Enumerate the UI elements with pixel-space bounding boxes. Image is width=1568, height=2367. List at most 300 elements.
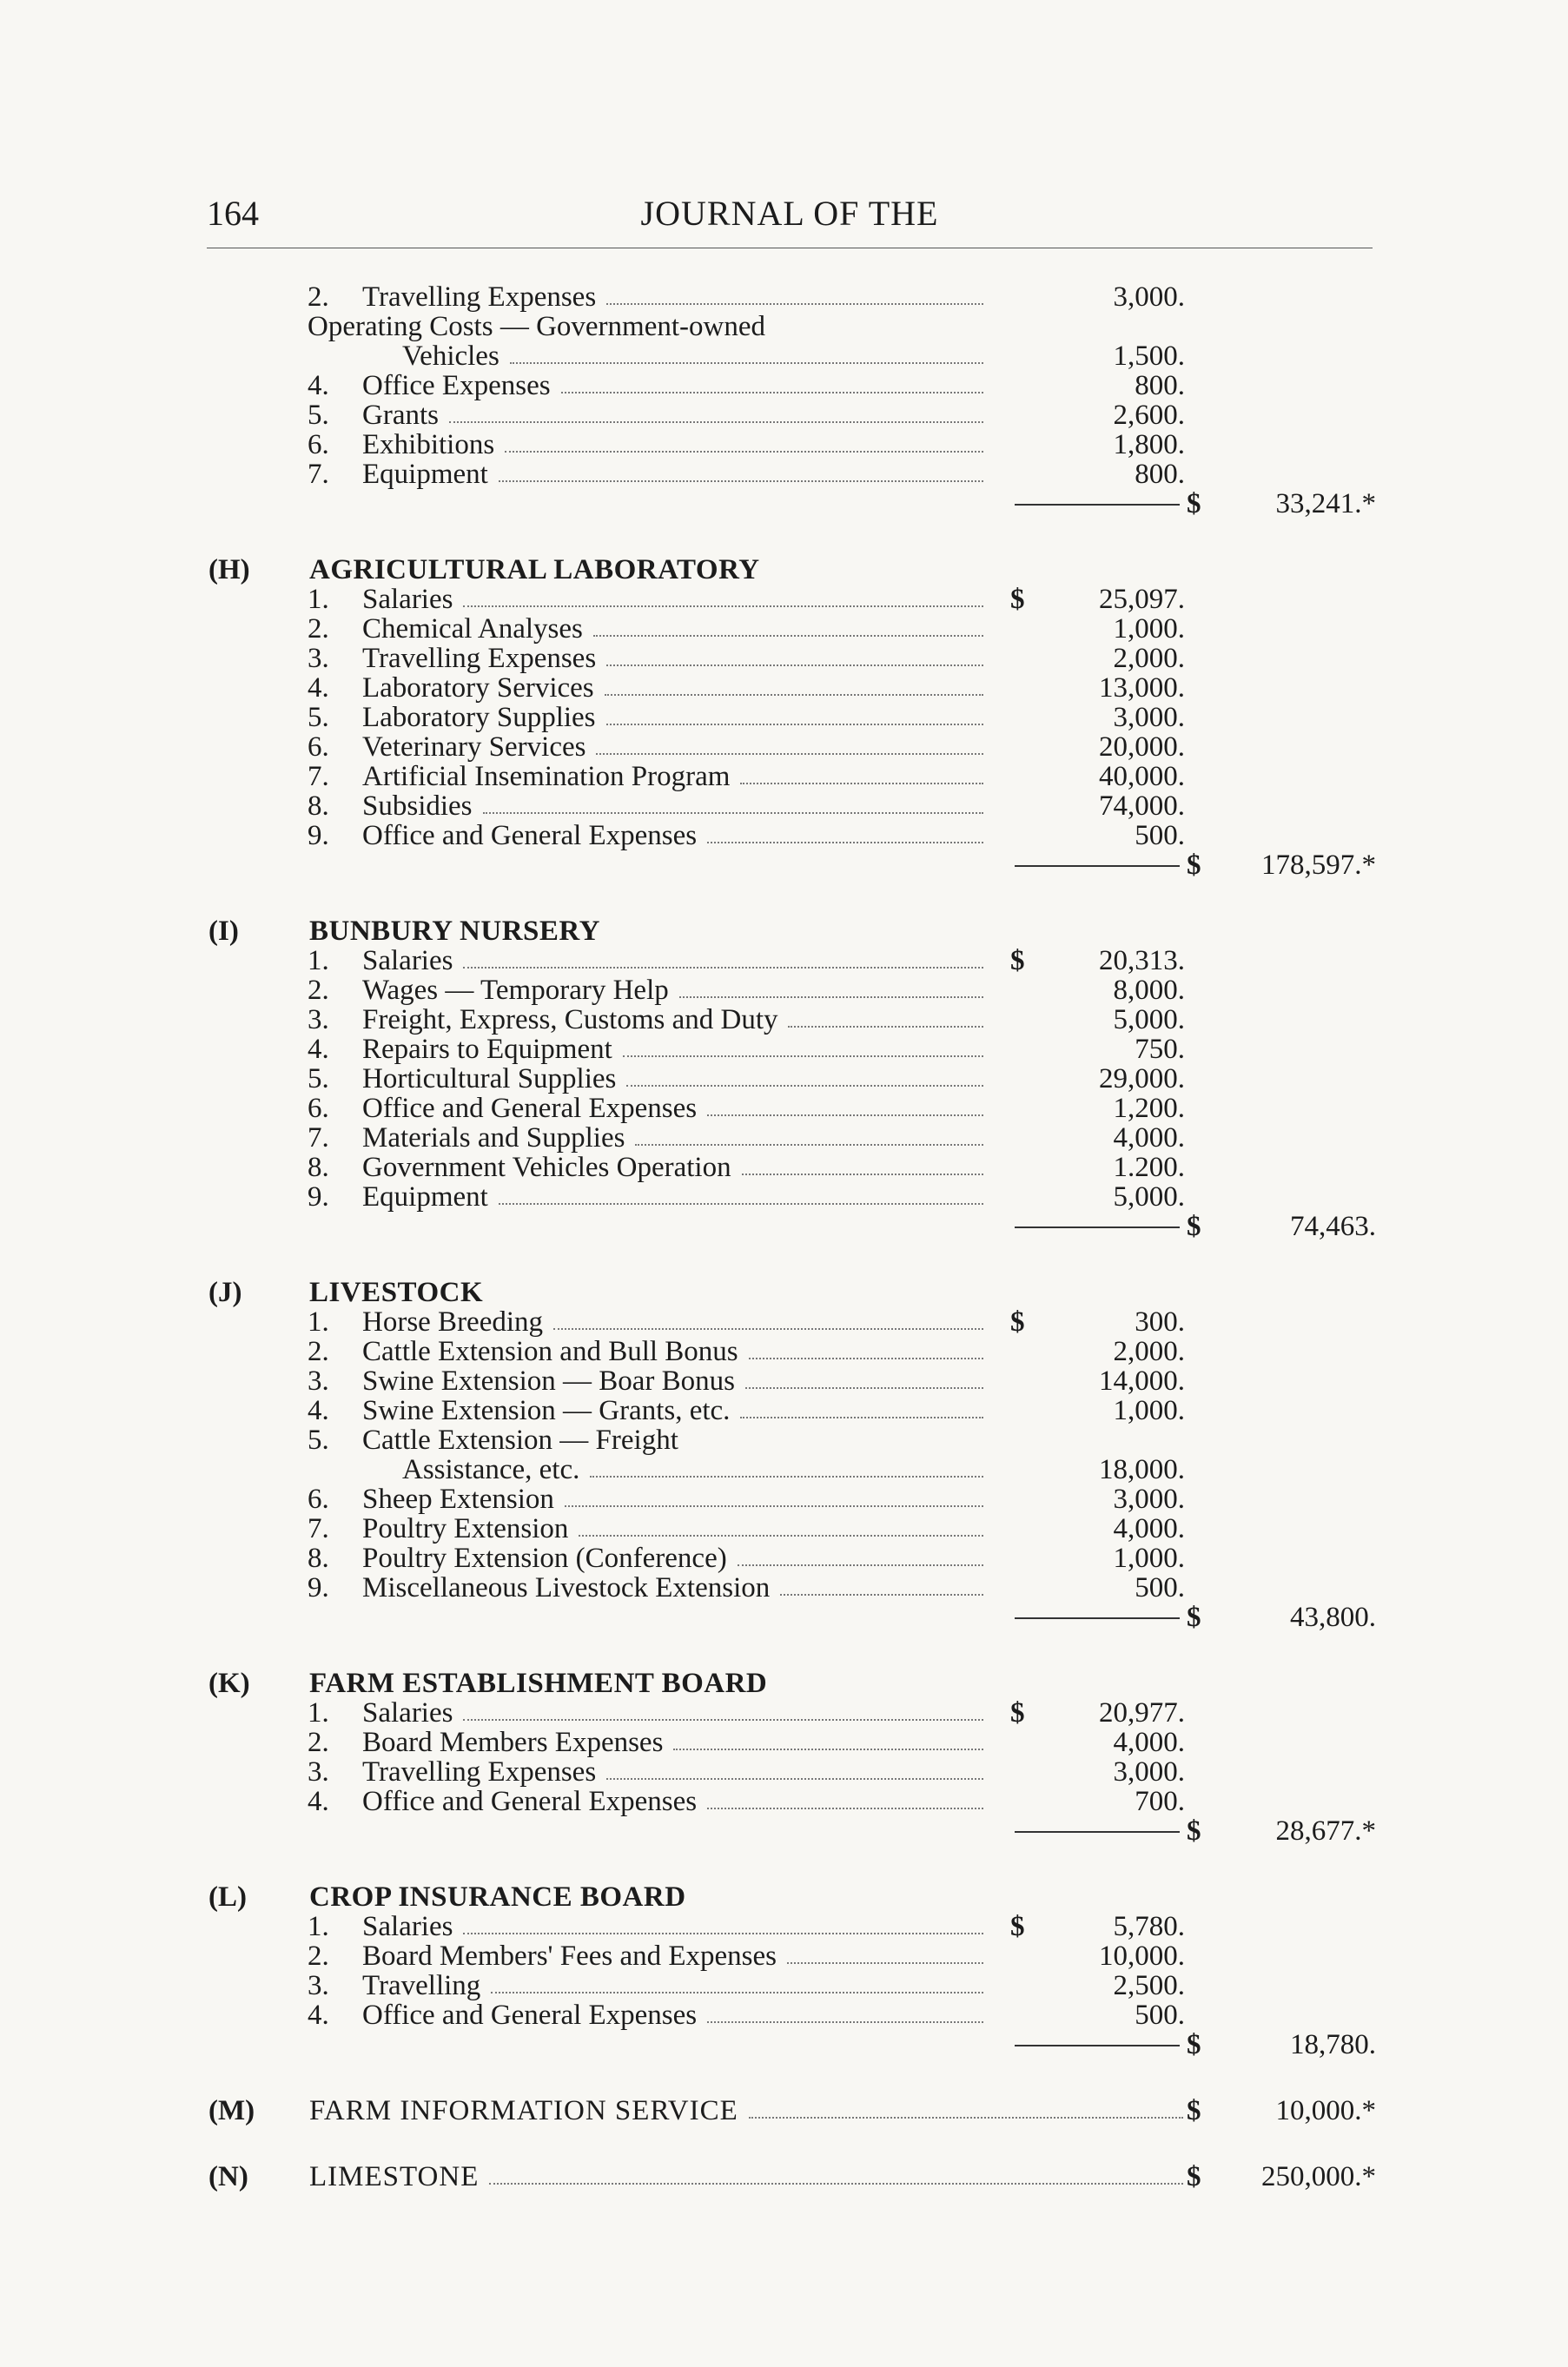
section-heading-row (0, 555, 1568, 585)
line-item (0, 341, 1568, 371)
section-heading: FARM ESTABLISHMENT BOARD (309, 1668, 768, 1699)
line-item-label (308, 1182, 488, 1212)
line-item-number: 9. (308, 1572, 329, 1603)
line-item (0, 1153, 1568, 1182)
line-item-number: 7. (308, 1513, 329, 1544)
line-item-number: 7. (308, 761, 329, 792)
line-item-number: 9. (308, 1181, 329, 1213)
line-item-text: Swine Extension — Grants, etc. (362, 1395, 731, 1426)
section-gap (0, 2060, 1568, 2096)
dot-leader (740, 1417, 983, 1418)
dot-leader (499, 1203, 983, 1205)
dot-leader (483, 812, 983, 814)
item-amount: 3,000. (1113, 1484, 1185, 1515)
dot-leader (788, 1026, 983, 1028)
line-item-number: 2. (308, 1727, 329, 1758)
dot-leader (499, 480, 983, 482)
line-item-text: Office and General Expenses (362, 1093, 698, 1124)
section-letter: (K) (208, 1668, 250, 1699)
line-item-text: Artificial Insemination Program (362, 761, 731, 792)
line-item-number: 7. (308, 459, 329, 490)
line-item-text: Swine Extension — Boar Bonus (362, 1365, 735, 1397)
line-item-label (308, 946, 453, 975)
line-item (0, 1573, 1568, 1603)
dot-leader (449, 421, 983, 423)
line-item (0, 1484, 1568, 1514)
line-item-text: Operating Costs — Government-owned (308, 311, 765, 342)
dot-leader (707, 1808, 983, 1809)
line-item-text: Sheep Extension (362, 1484, 554, 1515)
line-item-text: Salaries (362, 1911, 453, 1942)
total-dollar-sign: $ (1187, 1211, 1201, 1242)
line-item (0, 703, 1568, 732)
line-item-text: Travelling Expenses (362, 643, 597, 674)
line-item (0, 1094, 1568, 1123)
subtotal-rule (1015, 1617, 1180, 1619)
line-item-number: 6. (308, 731, 329, 763)
section-heading-row (0, 1882, 1568, 1912)
item-amount: 3,000. (1113, 702, 1185, 733)
line-item-text: Cattle Extension and Bull Bonus (362, 1336, 738, 1367)
item-amount: 18,000. (1099, 1454, 1185, 1485)
section-heading-row (0, 916, 1568, 946)
line-item-label (308, 673, 594, 703)
item-amount: 1,200. (1113, 1093, 1185, 1124)
subtotal-rule (1015, 1831, 1180, 1833)
dot-leader (749, 1358, 983, 1359)
total-dollar-sign: $ (1187, 2161, 1201, 2192)
line-item (0, 1396, 1568, 1425)
dot-leader (596, 753, 983, 755)
dot-leader (679, 996, 983, 998)
line-item-text: Laboratory Supplies (362, 702, 596, 733)
subtotal-rule (1015, 504, 1180, 506)
line-item-label (308, 1425, 678, 1455)
section-heading: CROP INSURANCE BOARD (309, 1881, 686, 1913)
page-number: 164 (207, 194, 259, 233)
line-item-number: 1. (308, 1697, 329, 1729)
line-item-text: Wages — Temporary Help (362, 975, 669, 1006)
section-total: 178,597.* (1261, 850, 1376, 881)
line-item-text: Salaries (362, 1697, 453, 1729)
line-item-label (308, 1153, 731, 1182)
dot-leader (738, 1564, 983, 1566)
line-item-number (308, 1455, 362, 1484)
line-item (0, 1366, 1568, 1396)
line-item-label (308, 1455, 579, 1484)
line-item (0, 2000, 1568, 2030)
section-total-row (0, 1603, 1568, 1632)
item-amount: 1.200. (1113, 1152, 1185, 1183)
line-item-text: Chemical Analyses (362, 613, 583, 645)
line-item-number (308, 341, 362, 371)
line-item-text: Laboratory Services (362, 672, 594, 704)
dot-leader (505, 451, 983, 453)
total-dollar-sign: $ (1187, 850, 1201, 881)
item-amount: 500. (1135, 820, 1185, 851)
section-total-row (0, 1816, 1568, 1846)
line-item-label (308, 400, 439, 430)
item-amount: 1,000. (1113, 1543, 1185, 1574)
item-amount: 500. (1135, 2000, 1185, 2031)
line-item-number: 5. (308, 1063, 329, 1094)
total-dollar-sign: $ (1187, 1602, 1201, 1633)
line-item (0, 946, 1568, 975)
line-item (0, 1123, 1568, 1153)
dot-leader (491, 1992, 983, 1993)
dot-leader (489, 2183, 1183, 2185)
line-item-number: 4. (308, 370, 329, 401)
line-item-text: Equipment (362, 459, 488, 490)
section-letter: (M) (208, 2095, 255, 2126)
line-item-text: Board Members Expenses (362, 1727, 664, 1758)
line-item (0, 975, 1568, 1005)
line-item-text: Vehicles (402, 341, 500, 372)
line-item-label (308, 1366, 735, 1396)
line-item-number: 2. (308, 1941, 329, 1972)
item-amount: 4,000. (1113, 1513, 1185, 1544)
line-item-text: Exhibitions (362, 429, 495, 460)
line-item-label (308, 1941, 777, 1971)
line-item-label (308, 312, 765, 341)
dot-leader (565, 1505, 983, 1507)
line-item-text: Repairs to Equipment (362, 1034, 612, 1065)
dollar-sign: $ (1010, 584, 1025, 615)
line-item-label (308, 2000, 697, 2030)
line-item-text: Cattle Extension — Freight (362, 1425, 678, 1456)
line-item (0, 791, 1568, 821)
line-item-text: Grants (362, 400, 439, 431)
section-letter: (L) (208, 1881, 247, 1913)
line-item-label (308, 1337, 738, 1366)
line-item-text: Travelling Expenses (362, 1756, 597, 1788)
total-dollar-sign: $ (1187, 2029, 1201, 2060)
item-amount: 5,000. (1113, 1181, 1185, 1213)
line-item-text: Poultry Extension (362, 1513, 569, 1544)
item-amount: 14,000. (1099, 1365, 1185, 1397)
dollar-sign: $ (1010, 1911, 1025, 1942)
line-item-label (308, 341, 500, 371)
section-heading: LIMESTONE (309, 2161, 480, 2192)
section-total-row (0, 1212, 1568, 1241)
section-total-row (0, 850, 1568, 880)
line-item-label (308, 1123, 625, 1153)
line-item (0, 1064, 1568, 1094)
total-dollar-sign: $ (1187, 488, 1201, 519)
line-item-number: 1. (308, 584, 329, 615)
line-item-number: 4. (308, 1395, 329, 1426)
section-total: 74,463. (1290, 1211, 1376, 1242)
dot-leader (742, 1174, 983, 1175)
line-item-label (308, 1757, 596, 1787)
item-amount: 1,800. (1113, 429, 1185, 460)
journal-title: JOURNAL OF THE (640, 194, 939, 233)
item-amount: 40,000. (1099, 761, 1185, 792)
line-item-number: 2. (308, 975, 329, 1006)
section-gap (0, 1241, 1568, 1278)
line-item-label (308, 1573, 770, 1603)
line-item (0, 1941, 1568, 1971)
line-item-text: Assistance, etc. (402, 1454, 580, 1485)
dot-leader (623, 1055, 983, 1057)
line-item (0, 460, 1568, 489)
line-item (0, 312, 1568, 341)
line-item-number: 5. (308, 400, 329, 431)
dot-leader (740, 783, 983, 784)
line-item (0, 430, 1568, 460)
section-total: 33,241.* (1275, 488, 1376, 519)
line-item-label (308, 1728, 663, 1757)
line-item-number: 2. (308, 1336, 329, 1367)
section-total: 43,800. (1290, 1602, 1376, 1633)
item-amount: 3,000. (1113, 1756, 1185, 1788)
line-item-number: 2. (308, 613, 329, 645)
line-item-number: 1. (308, 945, 329, 976)
section-total: 18,780. (1290, 2029, 1376, 2060)
dot-leader (707, 2021, 983, 2023)
line-item-number: 8. (308, 1152, 329, 1183)
line-item (0, 1971, 1568, 2000)
line-item-label (308, 703, 596, 732)
item-amount: 20,313. (1099, 945, 1185, 976)
line-item-text: Poultry Extension (Conference) (362, 1543, 727, 1574)
line-item (0, 1035, 1568, 1064)
dot-leader (593, 635, 983, 637)
line-item-number: 4. (308, 1034, 329, 1065)
item-amount: 74,000. (1099, 790, 1185, 822)
line-item-label (308, 614, 583, 644)
section-total: 10,000.* (1275, 2095, 1376, 2126)
section-gap (0, 1632, 1568, 1669)
line-item (0, 1005, 1568, 1035)
line-item-label (308, 732, 586, 762)
item-amount: 2,500. (1113, 1970, 1185, 2001)
line-item-label (308, 1514, 568, 1544)
section-gap (0, 2126, 1568, 2162)
section-heading: BUNBURY NURSERY (309, 916, 600, 947)
dot-leader (463, 605, 983, 607)
line-item-number: 3. (308, 643, 329, 674)
section-heading-row (0, 1669, 1568, 1698)
item-amount: 5,000. (1113, 1004, 1185, 1035)
line-item-label (308, 821, 697, 850)
dot-leader (579, 1535, 983, 1537)
dot-leader (463, 1719, 983, 1721)
section-heading-row (0, 1278, 1568, 1307)
line-item-number: 8. (308, 790, 329, 822)
item-amount: 13,000. (1099, 672, 1185, 704)
budget-section (0, 282, 1568, 519)
line-item-text: Travelling (362, 1970, 481, 2001)
line-item (0, 1698, 1568, 1728)
item-amount: 8,000. (1113, 975, 1185, 1006)
dot-leader (606, 664, 983, 666)
dot-leader (606, 303, 983, 305)
item-amount: 700. (1135, 1786, 1185, 1817)
section-heading: AGRICULTURAL LABORATORY (309, 554, 760, 585)
item-amount: 500. (1135, 1572, 1185, 1603)
dot-leader (590, 1476, 983, 1478)
line-item-number: 1. (308, 1911, 329, 1942)
dot-leader (707, 1114, 983, 1116)
dot-leader (606, 724, 983, 725)
section-gap (0, 880, 1568, 916)
line-item-number: 5. (308, 1425, 329, 1456)
line-item (0, 1757, 1568, 1787)
line-item-label (308, 791, 473, 821)
dot-leader (606, 1778, 983, 1780)
line-item-text: Office and General Expenses (362, 2000, 698, 2031)
line-item-text: Office and General Expenses (362, 1786, 698, 1817)
item-amount: 5,780. (1113, 1911, 1185, 1942)
line-item-label (308, 1787, 697, 1816)
line-item-number: 3. (308, 1970, 329, 2001)
section-letter: (I) (208, 916, 239, 947)
subtotal-rule (1015, 865, 1180, 867)
budget-section (0, 555, 1568, 880)
line-item-number: 3. (308, 1004, 329, 1035)
section-total-row (0, 2030, 1568, 2060)
dot-leader (745, 1387, 983, 1389)
budget-section (0, 1669, 1568, 1846)
line-item-text: Freight, Express, Customs and Duty (362, 1004, 778, 1035)
line-item-number: 7. (308, 1122, 329, 1154)
line-item (0, 1337, 1568, 1366)
line-item (0, 644, 1568, 673)
item-amount: 1,500. (1113, 341, 1185, 372)
total-dollar-sign: $ (1187, 1815, 1201, 1847)
line-item-label (308, 1698, 453, 1728)
item-amount: 4,000. (1113, 1122, 1185, 1154)
dot-leader (635, 1144, 983, 1146)
item-amount: 750. (1135, 1034, 1185, 1065)
single-line-section (0, 2096, 1568, 2126)
line-item-label (308, 975, 669, 1005)
line-item (0, 762, 1568, 791)
line-item-label (308, 430, 494, 460)
line-item-text: Office and General Expenses (362, 820, 698, 851)
line-item-number: 3. (308, 1756, 329, 1788)
item-amount: 29,000. (1099, 1063, 1185, 1094)
line-item (0, 1912, 1568, 1941)
line-item-number: 9. (308, 820, 329, 851)
item-amount: 20,977. (1099, 1697, 1185, 1729)
line-item-number: 8. (308, 1543, 329, 1574)
line-item-label (308, 1307, 543, 1337)
dot-leader (463, 1933, 983, 1934)
line-item (0, 1544, 1568, 1573)
dollar-sign: $ (1010, 945, 1025, 976)
subtotal-rule (1015, 1226, 1180, 1228)
section-total: 28,677.* (1275, 1815, 1376, 1847)
item-amount: 4,000. (1113, 1727, 1185, 1758)
line-item-label (308, 1396, 730, 1425)
line-item (0, 371, 1568, 400)
subtotal-rule (1015, 2045, 1180, 2046)
dot-leader (463, 967, 983, 969)
line-item (0, 1425, 1568, 1455)
line-item (0, 821, 1568, 850)
line-item (0, 1787, 1568, 1816)
dollar-sign: $ (1010, 1306, 1025, 1338)
line-item-label (308, 1035, 612, 1064)
line-item (0, 1728, 1568, 1757)
line-item-label (308, 1544, 727, 1573)
budget-section (0, 916, 1568, 1241)
single-line-section (0, 2162, 1568, 2192)
page-header (207, 193, 1373, 245)
line-item-label (308, 1094, 697, 1123)
item-amount: 800. (1135, 459, 1185, 490)
section-heading: FARM INFORMATION SERVICE (309, 2095, 738, 2126)
line-item (0, 614, 1568, 644)
line-item-number: 4. (308, 2000, 329, 2031)
dot-leader (787, 1962, 983, 1964)
line-item-text: Materials and Supplies (362, 1122, 625, 1154)
item-amount: 25,097. (1099, 584, 1185, 615)
section-gap (0, 519, 1568, 555)
line-item (0, 1182, 1568, 1212)
dot-leader (553, 1328, 983, 1330)
dot-leader (749, 2117, 1183, 2119)
dot-leader (605, 694, 983, 696)
line-item-text: Salaries (362, 584, 453, 615)
line-item (0, 282, 1568, 312)
item-amount: 1,000. (1113, 613, 1185, 645)
line-item-text: Government Vehicles Operation (362, 1152, 731, 1183)
dot-leader (561, 392, 983, 393)
line-item-number: 3. (308, 1365, 329, 1397)
item-amount: 3,000. (1113, 281, 1185, 313)
section-total-row (0, 489, 1568, 519)
line-item-label (308, 1912, 453, 1941)
section-letter: (N) (208, 2161, 248, 2192)
line-item-text: Travelling Expenses (362, 281, 597, 313)
line-item-label (308, 1971, 480, 2000)
dot-leader (707, 842, 983, 843)
line-item-number: 6. (308, 1484, 329, 1515)
line-item-number: 4. (308, 672, 329, 704)
line-item-label (308, 762, 730, 791)
line-item (0, 1514, 1568, 1544)
line-item (0, 1455, 1568, 1484)
line-item (0, 1307, 1568, 1337)
line-item-text: Horse Breeding (362, 1306, 544, 1338)
section-gap (0, 1846, 1568, 1882)
appropriation-sections (0, 282, 1568, 2192)
line-item-number: 2. (308, 281, 329, 313)
line-item-number: 6. (308, 1093, 329, 1124)
section-total: 250,000.* (1261, 2161, 1376, 2192)
item-amount: 2,000. (1113, 1336, 1185, 1367)
line-item-label (308, 282, 596, 312)
dot-leader (510, 362, 983, 364)
dot-leader (780, 1594, 983, 1596)
section-heading: LIVESTOCK (309, 1277, 484, 1308)
line-item-text: Miscellaneous Livestock Extension (362, 1572, 771, 1603)
line-item-label (308, 1484, 554, 1514)
line-item-text: Veterinary Services (362, 731, 586, 763)
item-amount: 10,000. (1099, 1941, 1185, 1972)
line-item-text: Board Members' Fees and Expenses (362, 1941, 777, 1972)
item-amount: 2,600. (1113, 400, 1185, 431)
line-item (0, 732, 1568, 762)
line-item-label (308, 644, 596, 673)
budget-section (0, 1882, 1568, 2060)
section-letter: (H) (208, 554, 250, 585)
line-item-text: Horticultural Supplies (362, 1063, 617, 1094)
line-item-label (308, 460, 488, 489)
